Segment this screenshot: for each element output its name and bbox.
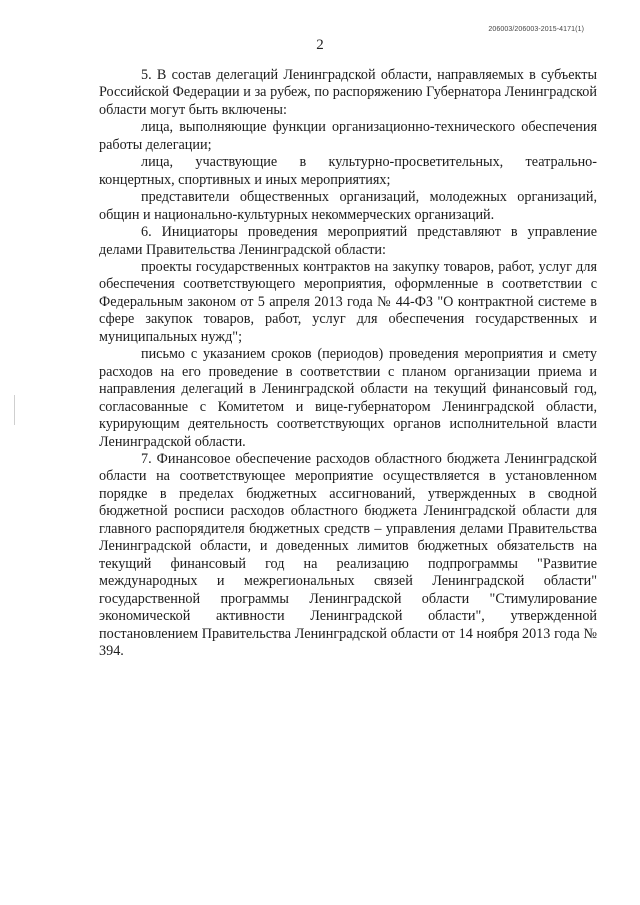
paragraph-clause-7: 7. Финансовое обеспечение расходов областного бюджета Ленинградской области на соответствующее мероприятие осуществляется в установленном порядке в пределах бюджетных ассигнований, утвержденных в сводной бюджетной росписи расходов областного бюджета Ленинградской области для главного распорядителя бюджетных средств – управления делами Правительства Ленинградской области, и доведенных лимитов бюджетных обязательств на текущий финансовый год на реализацию подпрограммы "Развитие международных и межрегиональных связей Ленинградской области" государственной программы Ленинградской области "Стимулирование экономической активности Ленинградской области", утвержденной постановлением Правительства Ленинградской области от 14 ноября 2013 года № 394. (99, 450, 597, 659)
paragraph-clause-5: 5. В состав делегаций Ленинградской области, направляемых в субъекты Российской Федерации и за рубеж, по распоряжению Губернатора Ленинградской области могут быть включены: (99, 67, 597, 118)
paragraph-clause-6: 6. Инициаторы проведения мероприятий представляют в управление делами Правительства Ленинградской области: (99, 224, 597, 258)
page-number: 2 (316, 37, 324, 53)
scan-margin-mark (14, 395, 15, 425)
paragraph-cultural-participants: лица, участвующие в культурно-просветительных, театрально-концертных, спортивных и иных мероприятиях; (99, 154, 597, 188)
paragraph-letter-estimate: письмо с указанием сроков (периодов) проведения мероприятия и смету расходов на его проведение в соответствии с планом организации приема и направления делегаций в Ленинградской области на текущий финансовый год, согласованные с Комитетом и вице-губернатором Ленинградской области, курирующим деятельность соответствующих органов исполнительной власти Ленинградской области. (99, 346, 597, 450)
paragraph-technical-staff: лица, выполняющие функции организационно-технического обеспечения работы делегации; (99, 119, 597, 153)
paragraph-contract-drafts: проекты государственных контрактов на закупку товаров, работ, услуг для обеспечения соответствующего мероприятия, оформленные в соответствии с Федеральным законом от 5 апреля 2013 года № 44-ФЗ "О контрактной системе в сфере закупок товаров, работ, услуг для обеспечения государственных и муниципальных нужд"; (99, 258, 597, 345)
paragraph-public-organizations: представители общественных организаций, молодежных организаций, общин и национально-культурных некоммерческих организаций. (99, 189, 597, 223)
document-code: 206003/206003-2015-4171(1) (488, 26, 584, 33)
document-body (99, 67, 597, 660)
